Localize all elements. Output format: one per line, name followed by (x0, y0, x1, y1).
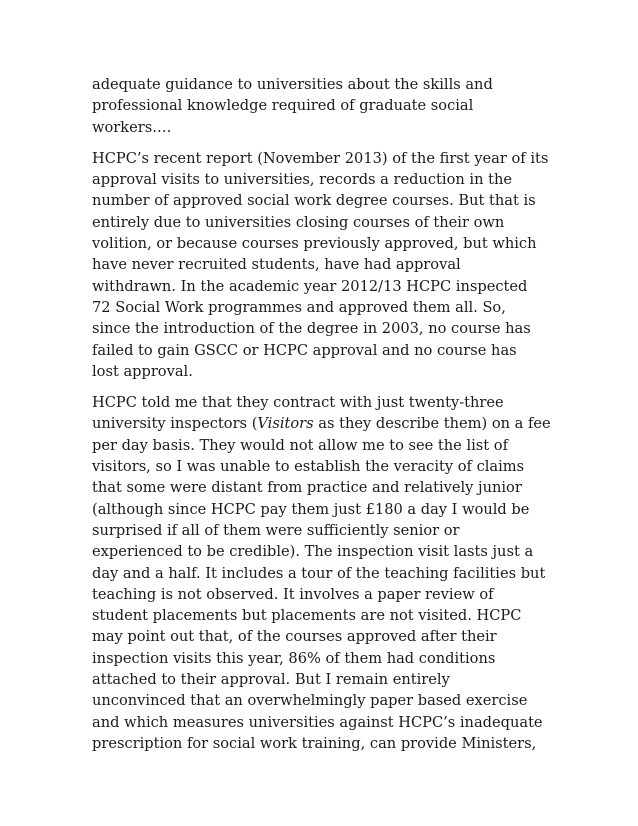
text-line: failed to gain GSCC or HCPC approval and no course has (92, 341, 517, 359)
paragraph-1 (92, 74, 544, 138)
text-line: lost approval. (92, 362, 193, 380)
text-line: per day basis. They would not allow me to see the list of (92, 436, 508, 454)
text-line: attached to their approval. But I remain entirely (92, 671, 450, 689)
text-line: that some were distant from practice and relatively junior (92, 479, 522, 497)
text-line: professional knowledge required of graduate social (92, 97, 474, 115)
text-line: inspection visits this year, 86% of them had conditions (92, 649, 496, 667)
text-line: number of approved social work degree courses. But that is (92, 192, 536, 210)
paragraph-3 (92, 392, 551, 754)
document-page (92, 74, 551, 764)
text-segment: as they describe them) on a fee (313, 415, 551, 433)
text-line: since the introduction of the degree in 2003, no course has (92, 320, 531, 338)
text-line: unconvinced that an overwhelmingly paper based exercise (92, 692, 528, 710)
text-line: 72 Social Work programmes and approved them all. So, (92, 298, 506, 316)
paragraph-2 (92, 148, 549, 382)
text-line: HCPC’s recent report (November 2013) of the first year of its (92, 149, 549, 167)
text-line: have never recruited students, have had approval (92, 256, 461, 274)
text-line: adequate guidance to universities about the skills and (92, 76, 493, 93)
text-line: volition, or because courses previously approved, but which (92, 235, 537, 253)
text-line: day and a half. It includes a tour of the teaching facilities but (92, 564, 546, 582)
text-line: withdrawn. In the academic year 2012/13 HCPC inspected (92, 277, 528, 295)
text-line: entirely due to universities closing courses of their own (92, 213, 505, 231)
text-line: surprised if all of them were sufficiently senior or (92, 521, 460, 539)
text-line: approval visits to universities, records a reduction in the (92, 171, 513, 189)
text-line: workers.… (92, 118, 172, 136)
text-line: HCPC told me that they contract with just twenty-three (92, 394, 504, 412)
text-segment: university inspectors ( (92, 415, 258, 433)
text-line: experienced to be credible). The inspection visit lasts just a (92, 543, 534, 561)
text-line: may point out that, of the courses approved after their (92, 628, 497, 646)
text-line: and which measures universities against HCPC’s inadequate (92, 713, 543, 731)
text-line-with-emphasis (92, 413, 551, 434)
text-line: prescription for social work training, can provide Ministers, (92, 734, 537, 752)
text-line: teaching is not observed. It involves a paper review of (92, 585, 494, 603)
emphasized-term: Visitors (257, 415, 314, 433)
text-line: (although since HCPC pay them just £180 a day I would be (92, 500, 530, 518)
text-line: visitors, so I was unable to establish the veracity of claims (92, 458, 525, 476)
text-line: student placements but placements are not visited. HCPC (92, 607, 522, 625)
